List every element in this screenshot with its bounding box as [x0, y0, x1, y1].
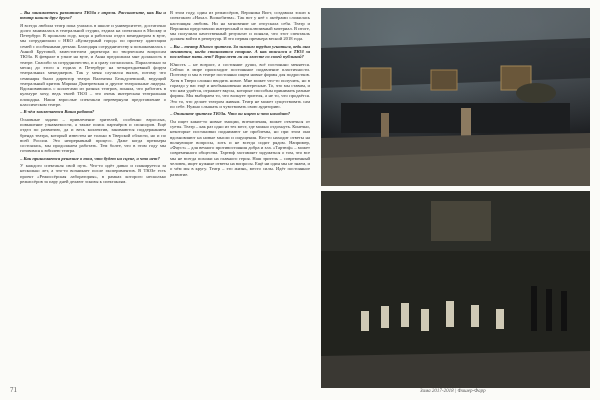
question-3: – Как принимается решение о том, что будет на сцене, а что нет? — [20, 155, 160, 161]
answer-5: Он ищет какие-то новые эмоции, впечатления, может отвлечься от суеты. Театр – как раз одно из тех мест, где можно отдохнуть. Конечно, некоторые постановки поднимают не проблемы, но при этом они вдохновляют на новые мысли и ощущения. Кто-то находит ответы на волнующие вопросы, хоть и не всегда сидит рядом. Например, «Фауст» – для вечного противостояния добра и зла. «Тартюф» – может современного общества. Тартюф заставляет задуматься о том, что все мы не всегда похожи на главного героя. Наш зритель – современный человек, ищет нужные ответы на вопросы. Ещё ни один мы не знаем, и о чём мы в кругу. Театр – это жизнь, место силы. Идёт постоянное развитие. — [170, 118, 310, 177]
question-1: – Вы занимаетесь развитием ТЮЗа с апреля. Расскажите, как Вы и театр нашли друг друга? — [20, 10, 166, 21]
question-4: – Вы – театр Юного зрителя. За зимним трудно угнаться, ведь они меняются, когда становятся старше. А как вписался в ТЮЗ за последние пять лет? Взрослеет ли он вместе со своей публикой? — [170, 43, 310, 60]
question-2: – В чём заключается Ваша работа? — [20, 109, 95, 115]
answer-2: Основные задачи – привлечение зрителей, особенно взрослых, повышение узнаваемости, а также поиск партнёров и спонсоров. Ещё отдел по развитию, да и весь коллектив, занимаются поддержанием бренда театра, который известен не только в Тверской области, но и по всей России. Это непрерывный процесс. Даже когда премьеры состоялась, мы продолжаем работать. Тем более, что в этом году мы готовимся к юбилею театра. — [20, 116, 166, 154]
page-number: 71 — [10, 386, 17, 394]
stage-photo-bottom — [321, 191, 590, 388]
issue-season: Зима 2017-2018 | Фишер-Фарр — [420, 389, 486, 394]
text-column-2 — [170, 10, 310, 382]
stage-photo-top — [321, 8, 590, 186]
answer-1: Я всегда любила театр пока училась в школе и университете, достаточно долго занималась в театральной студии, ездила на спектакли в Москву и Петербург. В прошлом году, когда я работала отдел менеджером в вузе, мы сотрудничали с НКО «Культурный город» по проекту адаптации семей с особенными детьми. Благодаря сотрудничеству я познакомилась с Анной Брутовой, заместителем директора по творческим вопросам ТЮЗа. В феврале в узкие на вузе, и Анна предложила мне должность в театре. Спасибо за сотрудничество, и я сразу согласилась. Параллельно за месяц до этого я ездила в Петербург на четырехдневный форум театральных менеджеров. Так у меня случился вызов, потому что семинары были директор театра Валентин Бельдулевский, ведущий театральный критик Марина Дмитревская и другие театральные лидеры. Вдохновившись с коллегами из разных театров, поняла, что работать в культуре хочу, ведь твоей ТЮЗ – это очень интересная театральная площадка. Наши взрослые спектакли перевернули представление о классическом театре. — [20, 22, 166, 108]
answer-3: У каждого спектакля свой путь. Что-то идёт давно и планируется за несколько лет, а что-то возникает после экспериментов. В ТЮЗе есть проект «Режиссёрская лаборатория», в рамках которого несколько режиссёров за пару дней делают эскизы к спектаклям. — [20, 163, 166, 184]
answer-4: Юность – не возраст, а состояние души, всё постоянно меняется. Сейчас в мире происходит постоянное подавление пластичности. Поэтому и мы в театре постоянно ищем новые формы для подростков. Хотя в Твери сложно вводить новое. Мне может что-то получить, но в гораздо у вас ещё и необыкновенно интересные. То, что мы ставим, и что нам удаётся, отражает вкусы, которые способны принимать разные формы. Мы выбираем то, что волнует зрителя, а не то, что продаётся. Это то, что делает театром живым. Театр не может существовать сам по себе. Нужно слышать и чувствовать свою аудиторию. — [170, 61, 310, 110]
question-5: – Опишите зрителя ТЮЗа. Что он ищет и что находит? — [170, 111, 291, 117]
text-column-1 — [20, 10, 166, 382]
answer-3-continued: В этом году, один из режиссёров, Вероника Вигт, создавала эскиз к спектаклю «Нахал. Волкобитва». Так вот у неё с актёрами сложилась настоящая любовь. Ни на мгновение не отпускала себя. Театр и Вероника представили интересный и эксклюзивный материал. В итоге, мы получили качественный результат и поняли, что этот спектакль должен войти в репертуар. И это первая премьера весной 2018 года. — [170, 10, 310, 42]
